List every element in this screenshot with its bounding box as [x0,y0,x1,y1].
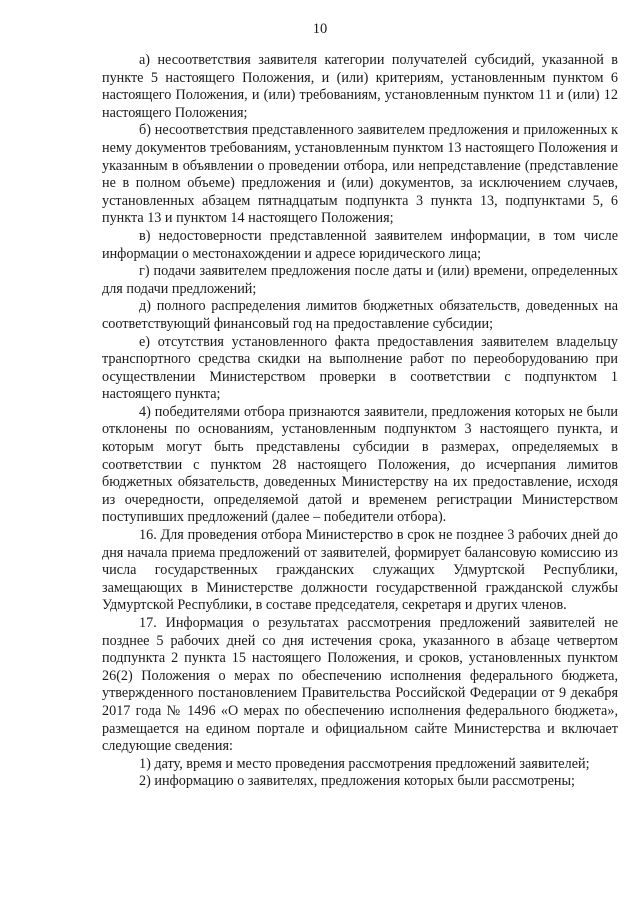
paragraph-rejection-reason-d: д) полного распределения лимитов бюджетных обязательств, доведенных на соответствующий финансовый год на предоставление субсидии; [102,298,618,332]
paragraph-section-16: 16. Для проведения отбора Министерство в срок не позднее 3 рабочих дней до дня начала приема предложений от заявителей, формирует балансовую комиссию из числа государственных гражданских служащих Удмуртской Республики, замещающих в Министерстве должности государственной гражданской службы Удмуртской Республики, в составе председателя, секретаря и других членов. [102,527,618,614]
paragraph-selection-winners: 4) победителями отбора признаются заявители, предложения которых не были отклонены по основаниям, установленным подпунктом 3 настоящего пункта, и которым могут быть представлены субсидии в размерах, определяемых в соответствии с пунктом 28 настоящего Положения, до исчерпания лимитов бюджетных обязательств, доведенных Министерству на их предоставление, исходя из очередности, определяемой датой и временем регистрации Министерством поступивших предложений (далее – победители отбора). [102,403,618,526]
paragraph-rejection-reason-g: г) подачи заявителем предложения после даты и (или) времени, определенных для подачи предложений; [102,263,618,297]
paragraph-rejection-reason-b: б) несоответствия представленного заявителем предложения и приложенных к нему документов требованиям, установленным пунктом 13 настоящего Положения и указанным в объявлении о проведении отбора, или непредставление (представление не в полном объеме) предложения и (или) документов, за исключением случаев, установленных абзацем пятнадцатым подпункта 3 пункта 13, подпунктами 5, 6 пункта 13 и пунктом 14 настоящего Положения; [102,122,618,227]
paragraph-section-17: 17. Информация о результатах рассмотрения предложений заявителей не позднее 5 рабочих дней со дня истечения срока, указанного в абзаце четвертом подпункта 2 пункта 15 настоящего Положения, и сроков, установленных пунктом 26(2) Положения о мерах по обеспечению исполнения федерального бюджета, утвержденного постановлением Правительства Российской Федерации от 9 декабря 2017 года № 1496 «О мерах по обеспечению исполнения федерального бюджета», размещается на едином портале и официальном сайте Министерства и включает следующие сведения: [102,615,618,755]
paragraph-info-item-2: 2) информацию о заявителях, предложения которых были рассмотрены; [139,773,576,790]
paragraph-rejection-reason-v: в) недостоверности представленной заявителем информации, в том числе информации о местонахождении и адресе юридического лица; [102,227,618,262]
page-number: 10 [312,21,328,37]
document-body [102,52,618,791]
paragraph-info-item-1: 1) дату, время и место проведения рассмотрения предложений заявителей; [139,755,590,772]
paragraph-rejection-reason-e: е) отсутствия установленного факта предоставления заявителем владельцу транспортного средства скидки на выполнение работ по переоборудованию при осуществлении Министерством проверки в соответствии с подпунктом 1 настоящего пункта; [102,333,618,403]
paragraph-rejection-reason-a: а) несоответствия заявителя категории получателей субсидий, указанной в пункте 5 настоящего Положения, и (или) критериям, установленным пунктом 6 настоящего Положения, и (или) требованиям, установленным пунктом 11 и (или) 12 настоящего Положения; [102,52,618,121]
